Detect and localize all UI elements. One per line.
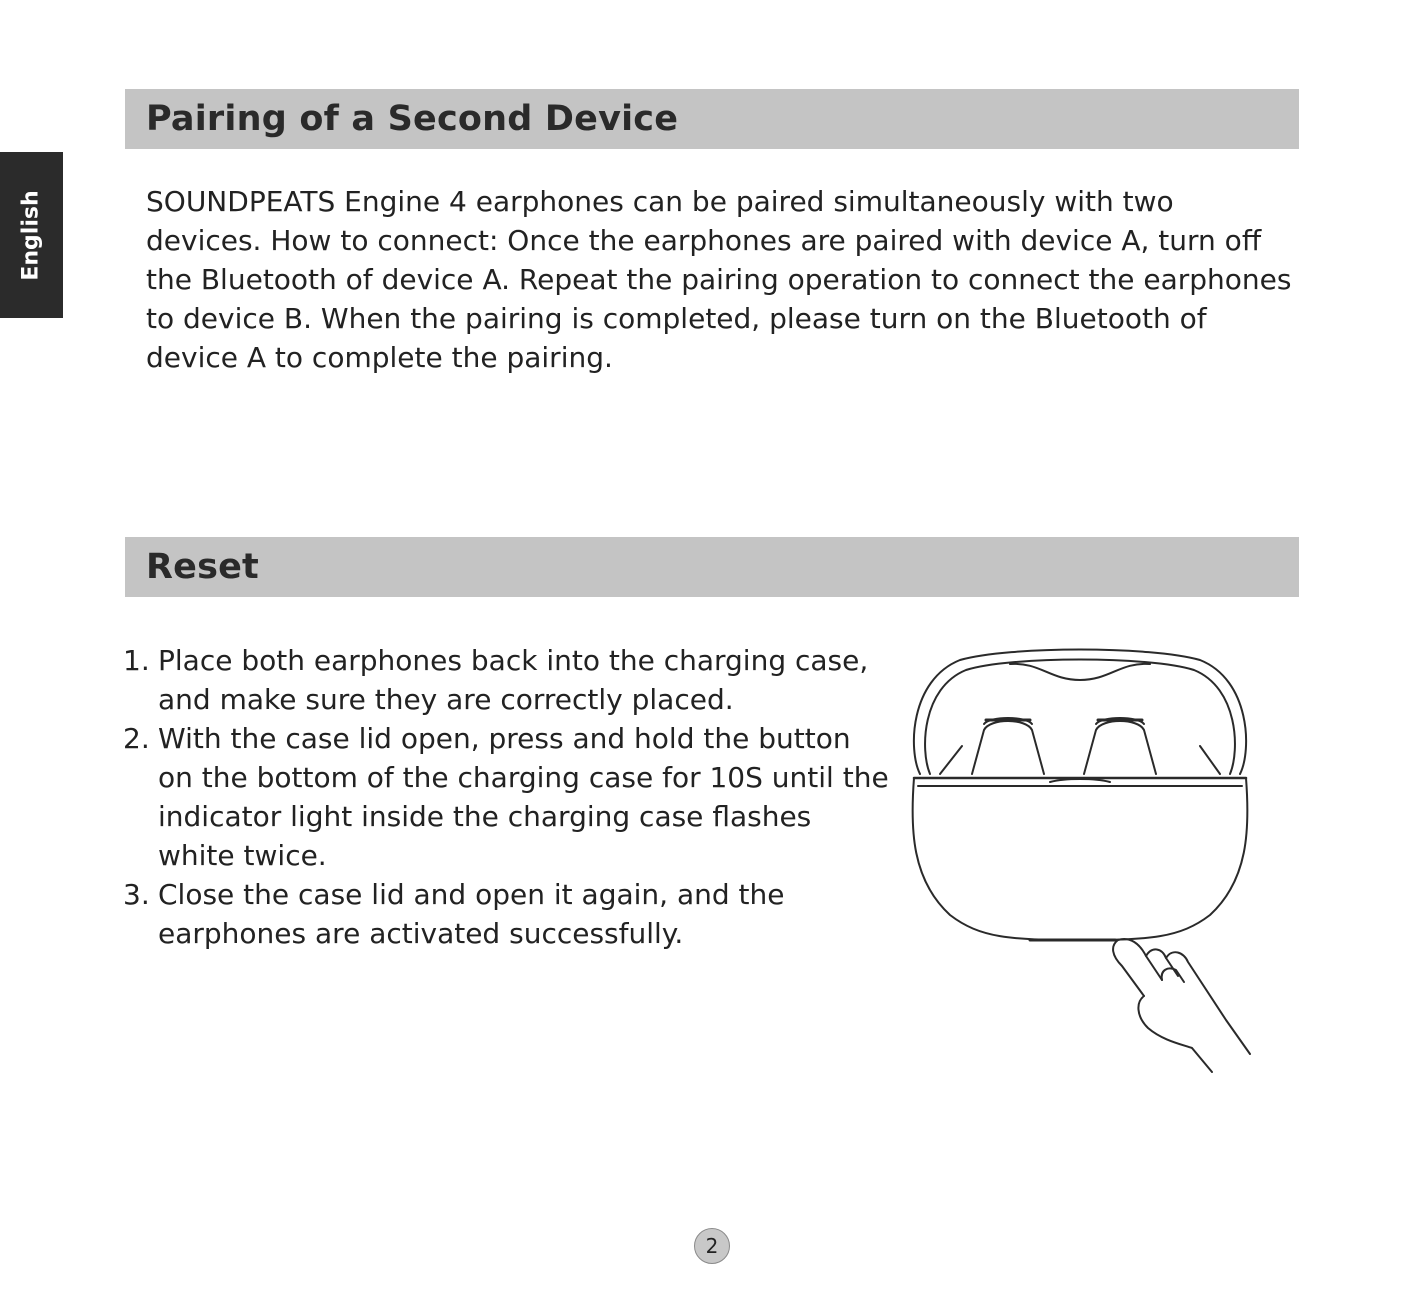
language-tab xyxy=(0,152,63,318)
step-number: 1. xyxy=(123,644,150,677)
section-title-reset: Reset xyxy=(146,547,259,587)
section-header-pairing xyxy=(125,89,1299,149)
reset-step xyxy=(123,641,893,719)
step-text: With the case lid open, press and hold the button on the bottom of the charging case for 10S until the indicator light inside the charging case flashes white twice. xyxy=(158,722,889,872)
step-text: Place both earphones back into the charging case, and make sure they are correctly placed. xyxy=(158,644,869,716)
charging-case-reset-icon xyxy=(900,640,1260,1080)
step-text: Close the case lid and open it again, and the earphones are activated successfully. xyxy=(158,878,785,950)
section-header-reset xyxy=(125,537,1299,597)
step-number: 2. xyxy=(123,722,150,755)
reset-step xyxy=(123,719,893,875)
pairing-instructions: SOUNDPEATS Engine 4 earphones can be paired simultaneously with two devices. How to connect: Once the earphones are paired with device A, turn off the Bluetooth of device A. Repeat the pairing operation to connect the earphones to device B. When the pairing is completed, please turn on the Bluetooth of device A to complete the pairing. xyxy=(146,185,1292,374)
page-number: 2 xyxy=(705,1234,719,1258)
reset-step xyxy=(123,875,893,953)
reset-steps-list xyxy=(123,641,893,953)
language-label: English xyxy=(19,189,44,281)
page-number-badge xyxy=(694,1228,730,1264)
section-title-pairing: Pairing of a Second Device xyxy=(146,99,679,139)
step-number: 3. xyxy=(123,878,150,911)
